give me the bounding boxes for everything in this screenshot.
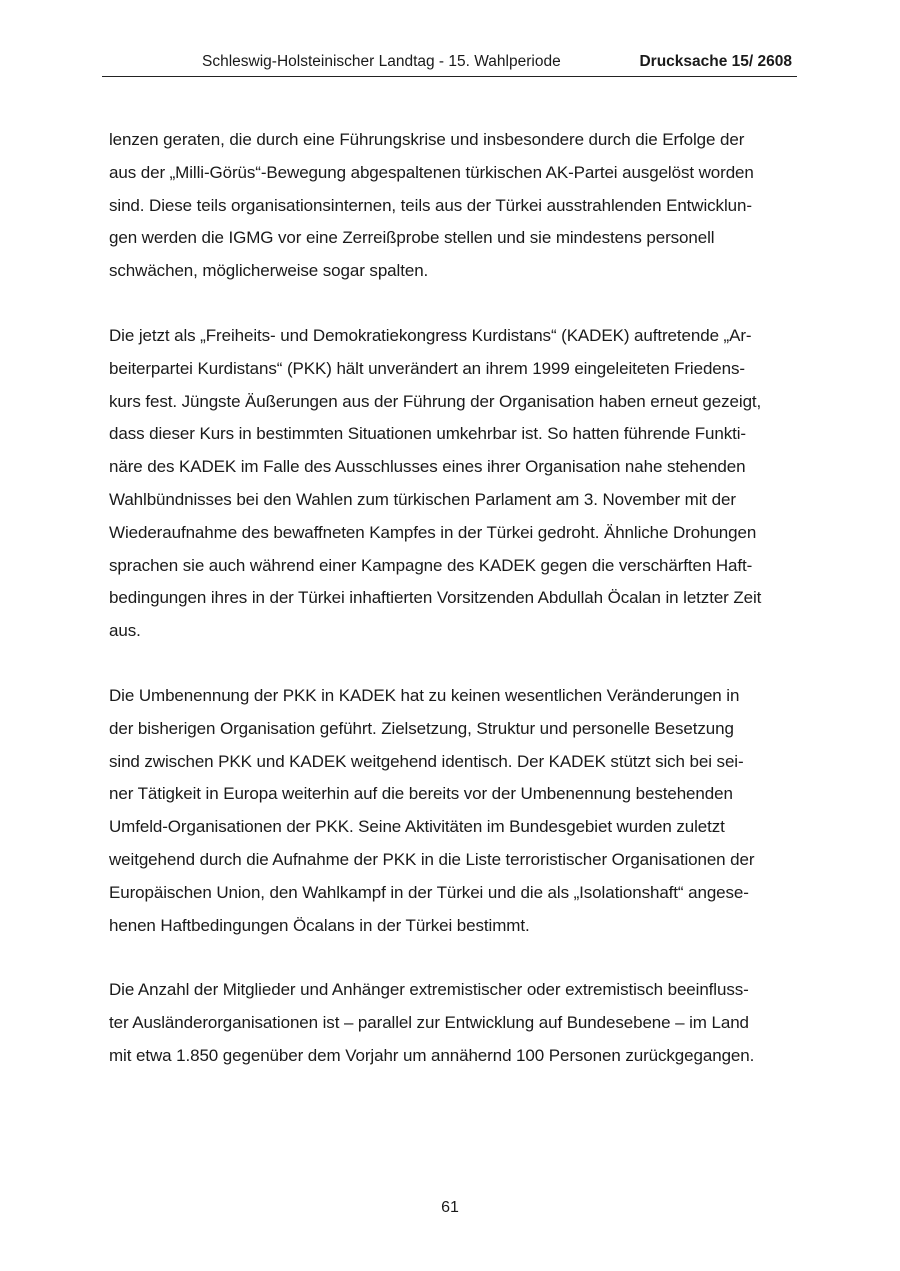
text-line: sind. Diese teils organisationsinternen, teils aus der Türkei ausstrahlenden Entwicklun- [109, 195, 752, 215]
text-line: Die jetzt als „Freiheits- und Demokratiekongress Kurdistans“ (KADEK) auftretende „Ar- [109, 325, 752, 345]
text-line: Die Anzahl der Mitglieder und Anhänger extremistischer oder extremistisch beeinfluss- [109, 980, 749, 1000]
text-line: beiterpartei Kurdistans“ (PKK) hält unverändert an ihrem 1999 eingeleiteten Friedens- [109, 358, 745, 378]
text-line: ter Ausländerorganisationen ist – parallel zur Entwicklung auf Bundesebene – im Land [109, 1013, 749, 1033]
text-line: der bisherigen Organisation geführt. Zielsetzung, Struktur und personelle Besetzung [109, 718, 734, 738]
paragraph [109, 680, 799, 942]
page-number: 61 [441, 1199, 459, 1216]
body-text [109, 124, 799, 1105]
text-line: mit etwa 1.850 gegenüber dem Vorjahr um annähernd 100 Personen zurückgegangen. [109, 1045, 755, 1065]
text-line: sprachen sie auch während einer Kampagne des KADEK gegen die verschärften Haft- [109, 555, 753, 575]
text-line: Europäischen Union, den Wahlkampf in der Türkei und die als „Isolationshaft“ angese- [109, 882, 749, 902]
text-line: lenzen geraten, die durch eine Führungskrise und insbesondere durch die Erfolge der [109, 130, 745, 149]
text-line: gen werden die IGMG vor eine Zerreißprobe stellen und sie mindestens personell [109, 228, 715, 248]
header-doc-number: Drucksache 15/ 2608 [639, 53, 792, 70]
text-line: weitgehend durch die Aufnahme der PKK in die Liste terroristischer Organisationen der [109, 849, 755, 869]
text-line: dass dieser Kurs in bestimmten Situationen umkehrbar ist. So hatten führende Funkti- [109, 424, 746, 444]
text-line: Wahlbündnisses bei den Wahlen zum türkischen Parlament am 3. November mit der [109, 489, 736, 509]
text-line: aus. [109, 621, 141, 641]
text-line: näre des KADEK im Falle des Ausschlusses eines ihrer Organisation nahe stehenden [109, 457, 746, 477]
text-line: schwächen, möglicherweise sogar spalten. [109, 261, 429, 281]
text-line: sind zwischen PKK und KADEK weitgehend identisch. Der KADEK stützt sich bei sei- [109, 751, 744, 771]
text-line: Die Umbenennung der PKK in KADEK hat zu keinen wesentlichen Veränderungen in [109, 685, 740, 705]
paragraph [109, 974, 799, 1072]
text-line: aus der „Milli-Görüs“-Bewegung abgespaltenen türkischen AK-Partei ausgelöst worden [109, 162, 754, 182]
text-line: Wiederaufnahme des bewaffneten Kampfes in der Türkei gedroht. Ähnliche Drohungen [109, 522, 757, 542]
text-line: Umfeld-Organisationen der PKK. Seine Aktivitäten im Bundesgebiet wurden zuletzt [109, 817, 725, 837]
text-line: bedingungen ihres in der Türkei inhaftierten Vorsitzenden Abdullah Öcalan in letzter Zeit [109, 588, 762, 608]
text-line: ner Tätigkeit in Europa weiterhin auf die bereits vor der Umbenennung bestehenden [109, 784, 733, 804]
paragraph [109, 124, 799, 288]
page-header [102, 52, 797, 77]
text-line: henen Haftbedingungen Öcalans in der Türkei bestimmt. [109, 915, 530, 935]
text-line: kurs fest. Jüngste Äußerungen aus der Führung der Organisation haben erneut gezeigt, [109, 391, 762, 411]
header-title: Schleswig-Holsteinischer Landtag - 15. Wahlperiode [202, 53, 561, 70]
paragraph [109, 320, 799, 648]
